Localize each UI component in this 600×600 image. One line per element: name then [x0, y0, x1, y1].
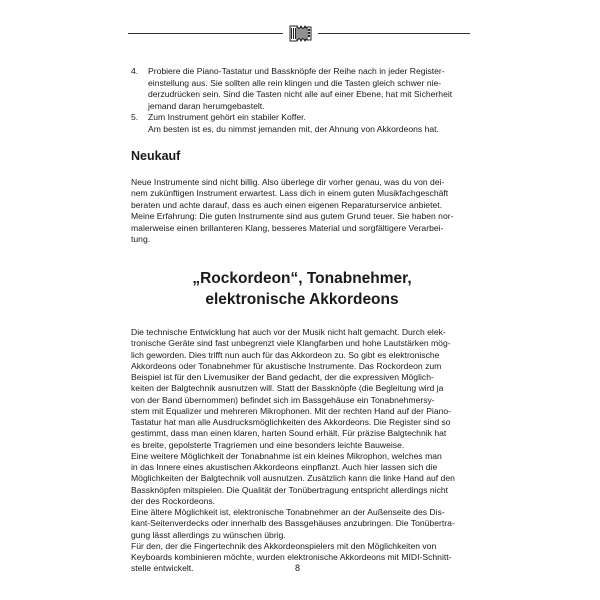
- text-line: Bassknöpfen mitspielen. Die Qualität der Tonübertragung entspricht allerdings nicht: [131, 484, 449, 495]
- text-line: Eine ältere Möglichkeit ist, elektronische Tonabnehmer an der Außenseite des Dis-: [131, 507, 445, 517]
- text-line: gestimmt, dass man einen klaren, harten Sound erhält. Für präzise Balgtechnik hat: [131, 428, 447, 439]
- list-item-line: Zum Instrument gehört ein stabiler Koffer.: [148, 112, 306, 123]
- list-item: [131, 112, 476, 135]
- numbered-list: [131, 66, 476, 136]
- title-line: elektronische Akkordeons: [205, 291, 399, 308]
- text-line: stem mit Equalizer und mehreren Mikrophonen. Mit der rechten Hand auf der Piano-: [131, 405, 452, 416]
- text-line: tung.: [131, 234, 151, 245]
- text-line: von der Band übernommen) befindet sich im Bassgehäuse ein Tonabnehmersy-: [131, 394, 435, 405]
- text-line: Für den, der die Fingertechnik des Akkordeonspielers mit den Möglichkeiten von: [131, 540, 437, 551]
- title-line: „Rockordeon“, Tonabnehmer,: [192, 270, 412, 287]
- text-line: Eine weitere Möglichkeit der Tonabnahme ist ein kleines Mikrophon, welches man: [131, 450, 442, 461]
- text-line: stelle entwickelt.: [131, 563, 194, 574]
- header-rule-left: [128, 33, 283, 34]
- text-line: Akkordeons oder Tonabnehmer für akustische Instrumente. Das Rockordeon zum: [131, 360, 442, 371]
- text-line: Die technische Entwicklung hat auch vor der Musik nicht halt gemacht. Durch elek-: [131, 327, 446, 337]
- text-line: gung lässt allerdings zu wünschen übrig.: [131, 529, 286, 540]
- text-line: Tastatur hat man alle Ausdrucksmöglichkeiten des Akkordeons. Die Register sind so: [131, 417, 451, 427]
- text-line: in das Innere eines akustischen Akkordeons einpflanzt. Auch hier lassen sich die: [131, 462, 438, 472]
- accordion-icon: [286, 20, 316, 46]
- list-item-line: Probiere die Piano-Tastatur und Bassknöpfe der Reihe nach in jeder Register-: [148, 66, 445, 76]
- text-line: kant-Seitenverdecks oder innerhalb des Bassgehäuses anzubringen. Die Tonübertra-: [131, 518, 455, 529]
- section-heading-neukauf: Neukauf: [131, 149, 181, 163]
- list-item: [131, 66, 476, 112]
- text-line: malerweise einen brillanteren Klang, besseres Material und sorgfältigere Verarbei-: [131, 222, 444, 233]
- text-line: nem zukünftigen Instrument erwartest. Lass dich in einem guten Musikfachgeschäft: [131, 188, 449, 199]
- text-line: Möglichkeiten der Balgtechnik voll ausnutzen. Zusätzlich kann die linke Hand auf den: [131, 473, 455, 484]
- text-line: es breite, gepolsterte Tragriemen und eine besonders leichte Bauweise.: [131, 439, 405, 450]
- text-line: lich geworden. Dies trifft nun auch für das Akkordeon zu. So gibt es elektronische: [131, 349, 440, 360]
- list-item-number: 4.: [131, 66, 139, 76]
- page-number: 8: [295, 563, 301, 573]
- list-item-number: 5.: [131, 112, 139, 123]
- text-line: keiten der Balgtechnik ausnutzen will. Statt der Bassknöpfe (die Begleitung wird ja: [131, 383, 444, 394]
- text-line: der des Rockordeons.: [131, 495, 216, 506]
- section-title-rockordeon: [131, 268, 473, 310]
- text-line: Beispiel ist für den Livemusiker der Band gedacht, der die expressiven Möglich-: [131, 372, 434, 382]
- text-line: Neue Instrumente sind nicht billig. Also überlege dir vorher genau, was du von dei-: [131, 177, 445, 187]
- list-item-line: einstellung aus. Sie sollten alle rein klingen und die Tasten gleich schwer nie-: [148, 77, 442, 88]
- paragraph-neukauf: [131, 177, 453, 245]
- text-line: tronische Geräte sind fast unbegrenzt viele Klangfarben und hohe Lautstärken mög-: [131, 338, 451, 349]
- text-line: beraten und achte darauf, dass es auch einen eigenen Reparaturservice anbietet.: [131, 199, 443, 210]
- text-line: Keyboards kombinieren möchte, wurden elektronische Akkordeons mit MIDI-Schnitt-: [131, 552, 452, 562]
- list-item-line: Am besten ist es, du nimmst jemanden mit, der Ahnung von Akkordeons hat.: [148, 123, 439, 134]
- text-line: Meine Erfahrung: Die guten Instrumente sind aus gutem Grund teuer. Sie haben nor-: [131, 211, 454, 222]
- list-item-line: derzudrücken sein. Sind die Tasten nicht alle auf einer Ebene, hat mit Sicherheit: [148, 89, 453, 100]
- header-rule-right: [318, 33, 470, 34]
- list-item-line: jemand daran herumgebastelt.: [148, 100, 265, 111]
- paragraph-rockordeon: [131, 327, 455, 575]
